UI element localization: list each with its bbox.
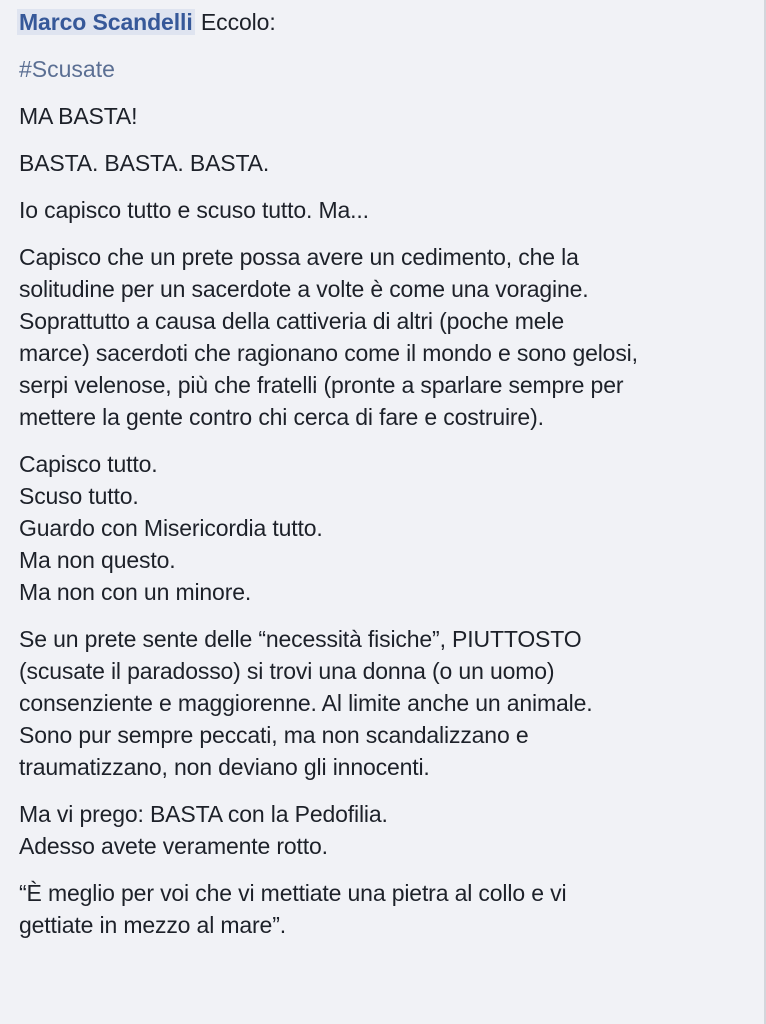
hashtag-link[interactable]: #Scusate xyxy=(19,56,115,82)
paragraph-line: Capisco tutto. xyxy=(19,451,158,477)
paragraph-line: Ma non questo. xyxy=(19,547,176,573)
paragraph-line: (scusate il paradosso) si trovi una donna (o un uomo) xyxy=(19,658,555,684)
paragraph-line: Capisco che un prete possa avere un cedimento, che la xyxy=(19,244,579,270)
paragraph-line: Se un prete sente delle “necessità fisiche”, PIUTTOSTO xyxy=(19,626,582,652)
paragraph-line: solitudine per un sacerdote a volte è come una voragine. xyxy=(19,276,589,302)
comment-paragraph xyxy=(19,147,754,179)
comment-paragraph xyxy=(19,448,754,608)
paragraph-line: “È meglio per voi che vi mettiate una pietra al collo e vi xyxy=(19,880,567,906)
comment-paragraph xyxy=(19,194,754,226)
paragraph-line: gettiate in mezzo al mare”. xyxy=(19,912,286,938)
paragraph-line: Guardo con Misericordia tutto. xyxy=(19,515,323,541)
comment-paragraph xyxy=(19,877,754,941)
paragraph-line: MA BASTA! xyxy=(19,103,138,129)
paragraph-line: Ma non con un minore. xyxy=(19,579,252,605)
comment-paragraph xyxy=(19,798,754,862)
paragraph-line: serpi velenose, più che fratelli (pronte a sparlare sempre per xyxy=(19,372,624,398)
paragraph-line: Soprattutto a causa della cattiveria di altri (poche mele xyxy=(19,308,565,334)
comment-intro: Eccolo: xyxy=(200,9,276,35)
paragraph-line: Scuso tutto. xyxy=(19,483,139,509)
comment-paragraph xyxy=(19,241,754,433)
paragraph-line: Ma vi prego: BASTA con la Pedofilia. xyxy=(19,801,388,827)
comment-body xyxy=(19,100,754,941)
author-link[interactable]: Marco Scandelli xyxy=(19,9,193,35)
paragraph-line: Adesso avete veramente rotto. xyxy=(19,833,328,859)
paragraph-line: marce) sacerdoti che ragionano come il mondo e sono gelosi, xyxy=(19,340,638,366)
comment-paragraph xyxy=(19,100,754,132)
comment-header xyxy=(19,6,754,38)
paragraph-line: consenziente e maggiorenne. Al limite anche un animale. xyxy=(19,690,593,716)
paragraph-line: Sono pur sempre peccati, ma non scandalizzano e xyxy=(19,722,529,748)
paragraph-line: Io capisco tutto e scuso tutto. Ma... xyxy=(19,197,369,223)
paragraph-line: traumatizzano, non deviano gli innocenti. xyxy=(19,754,430,780)
paragraph-line: mettere la gente contro chi cerca di fare e costruire). xyxy=(19,404,544,430)
comment-paragraph xyxy=(19,623,754,783)
paragraph-line: BASTA. BASTA. BASTA. xyxy=(19,150,270,176)
